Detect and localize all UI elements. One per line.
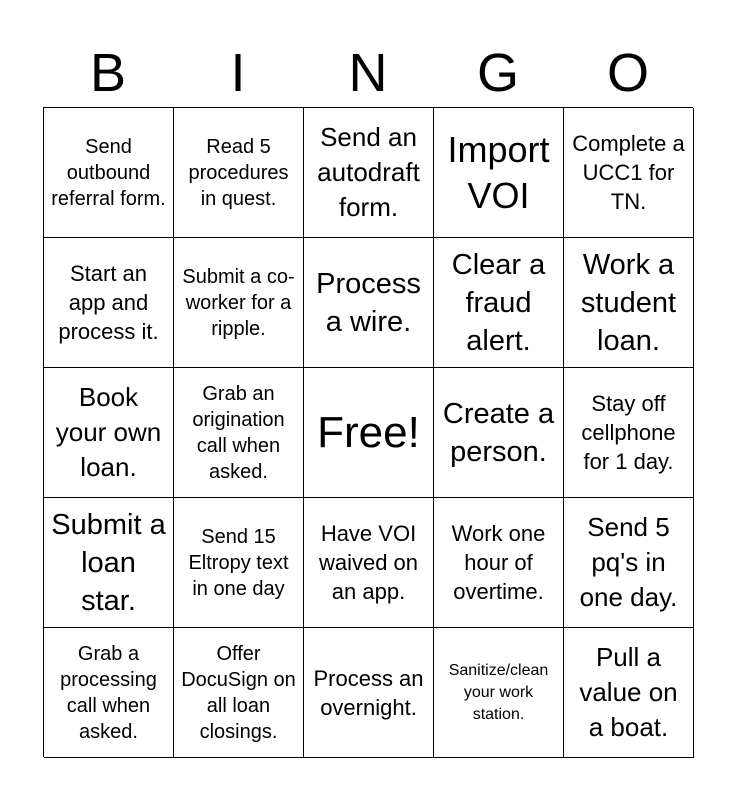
- bingo-cell[interactable]: [44, 498, 174, 628]
- bingo-cell-text: Clear a fraud alert.: [451, 248, 546, 357]
- bingo-cell[interactable]: [44, 368, 174, 498]
- bingo-cell-text: Send 15 Eltropy text in one day: [188, 525, 289, 600]
- bingo-cell-text: Create a person.: [442, 397, 555, 468]
- bingo-cell[interactable]: [174, 368, 304, 498]
- bingo-cell-text: Process an overnight.: [313, 665, 424, 720]
- bingo-cell[interactable]: [434, 108, 564, 238]
- bingo-cell-text: Grab a processing call when asked.: [60, 642, 157, 743]
- bingo-cell-text: Stay off cellphone for 1 day.: [581, 391, 676, 474]
- bingo-cell[interactable]: [174, 238, 304, 368]
- bingo-cell-text: Read 5 procedures in quest.: [188, 135, 289, 210]
- bingo-cell[interactable]: [44, 628, 174, 758]
- bingo-cell-text: Have VOI waived on an app.: [318, 521, 419, 604]
- bingo-cell-text: Process a wire.: [316, 267, 421, 338]
- bingo-cell-text: Work a student loan.: [580, 248, 677, 357]
- bingo-cell[interactable]: [434, 238, 564, 368]
- bingo-cell[interactable]: [44, 238, 174, 368]
- bingo-cell-text: Send an autodraft form.: [317, 122, 420, 222]
- bingo-header: [43, 42, 693, 104]
- bingo-cell-text: Grab an origination call when asked.: [192, 382, 285, 483]
- bingo-cell-text: Sanitize/clean your work station.: [448, 661, 549, 723]
- header-letter-i: I: [230, 43, 246, 103]
- bingo-cell-text: Offer DocuSign on all loan closings.: [181, 642, 296, 743]
- bingo-cell[interactable]: [564, 498, 694, 628]
- bingo-cell[interactable]: [564, 238, 694, 368]
- bingo-cell[interactable]: [434, 498, 564, 628]
- bingo-cell-text: Pull a value on a boat.: [579, 642, 678, 742]
- bingo-cell[interactable]: [564, 108, 694, 238]
- bingo-cell[interactable]: [304, 108, 434, 238]
- bingo-cell-text: Start an app and process it.: [58, 261, 159, 344]
- bingo-cell[interactable]: [434, 628, 564, 758]
- bingo-cell[interactable]: [304, 498, 434, 628]
- bingo-cell-text: Work one hour of overtime.: [451, 521, 546, 604]
- bingo-cell-text: Book your own loan.: [55, 382, 162, 482]
- bingo-cell[interactable]: [174, 628, 304, 758]
- bingo-cell[interactable]: [174, 108, 304, 238]
- bingo-cell-text: Submit a co-worker for a ripple.: [182, 265, 295, 340]
- bingo-cell[interactable]: [564, 628, 694, 758]
- bingo-board: [43, 107, 693, 757]
- bingo-cell[interactable]: [564, 368, 694, 498]
- header-letter-b: B: [89, 43, 127, 103]
- header-letter-g: G: [476, 43, 519, 103]
- bingo-cell-text: Submit a loan star.: [51, 508, 166, 617]
- free-space-cell[interactable]: [304, 368, 434, 498]
- bingo-cell[interactable]: [44, 108, 174, 238]
- bingo-cell-text: Complete a UCC1 for TN.: [572, 131, 685, 214]
- header-letter-n: N: [348, 43, 388, 103]
- bingo-cell-text: Send outbound referral form.: [51, 135, 166, 210]
- bingo-cell[interactable]: [434, 368, 564, 498]
- bingo-cell[interactable]: [304, 628, 434, 758]
- free-space-text: Free!: [317, 407, 420, 457]
- bingo-cell-text: Import VOI: [447, 128, 550, 216]
- bingo-cell[interactable]: [304, 238, 434, 368]
- bingo-cell[interactable]: [174, 498, 304, 628]
- header-letter-o: O: [606, 43, 649, 103]
- bingo-cell-text: Send 5 pq's in one day.: [579, 512, 678, 612]
